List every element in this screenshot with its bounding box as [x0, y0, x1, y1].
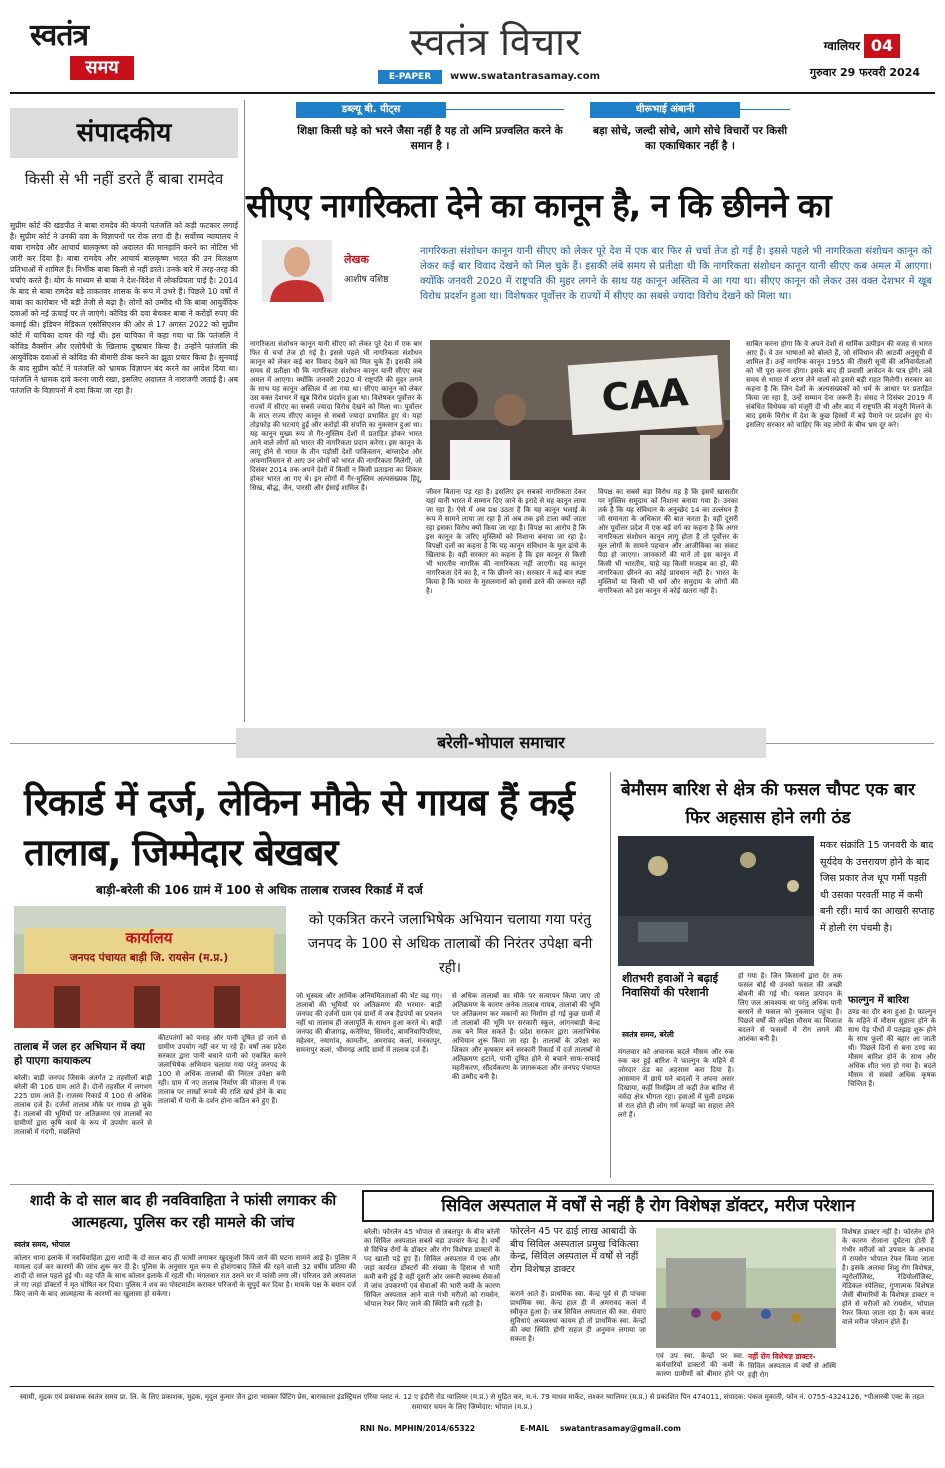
hospital-col-3: एवं उप स्वा. केन्द्रों पर स्वा. कर्मचारियों डाक्टरों की कमी के कारण ग्रामीणों को बीमार होने पर: [656, 1352, 744, 1378]
weather-col-b: हो गया है। जिन किसानों द्वारा देर तक फसल बोई थी उनको फसल की अच्छी बोवनी की गई थी। फसल उत्पादन के लिए जल आवश्यक था परंतु अधिक पानी बरसने से फसल को नुकसान पहुंचा है। पिछले वर्षों की अपेक्षा मौसम का मिजाज बदलने से फसलों में रोग लगने की आशंका बनी है।: [738, 972, 842, 1043]
ponds-deck-main: को एकत्रित करने जलाभिषेक अभियान चलाया गया परंतु जनपद के 100 से अधिक तालाबों की निरंतर उपेक्षा बनी रही।: [307, 912, 593, 976]
ponds-deck-top: बाड़ी-बरेली की 106 ग्रामं में 100 से अधिक तालाब राजस्व रिकार्ड में दर्ज: [96, 883, 423, 897]
author-photo: [262, 240, 332, 302]
hospital-col-2: कराने आते हैं। प्राथमिक स्वा. केन्द्र पूर्व से ही पांचवा प्राथमिक स्वा. केन्द्र हाल ही में अमरावद कलां में स्वीकृत हुआ है। जब सिविल अस्पताल की स्वा. सेवाएं सुविधाएं अव्यवस्था कायम हो तो प्राथमिक स्वा. केन्द्रों की क्या स्थिति होगी सहज ही अनुमान लगाया जा सकता है।: [510, 1290, 646, 1343]
weather-col-c: ठण्ड का दौर बना हुआ है। फाल्गुन के महिने में मौसम सुहाना होने के साथ पेड़ पौधों में पतझड़ शुरू होने के साथ फूलों की बहार आ जाती थी। पिछले दिनों से बना ठण्ड का मौसम बारिश होने के साथ और अधिक शीत भरा हो गया है। बदले मौसम से सबसे अधिक कृषक चिन्तित हैं।: [848, 1008, 936, 1088]
hospital-col-1: बरेली। फोरलेन 45 भोपाल से जबलपुर के बीच बरेली का सिविल अस्पताल सबसे बड़ा उपचार केन्द्र है। वर्षों से विभिन्न रोगों के डॉक्टर और रोग विशेषज्ञ डाक्टरों के पद खाली पड़े हुए हैं। सिविल अस्पताल में एक और जहां कार्यरत डॉक्टरों की संख्या के हिसाब से भारी कमी बनी हुई है वहीं दूसरी ओर जरूरी स्वास्थ्य सेवाओं में जांच उपकरणों एवं सेवाओं की भारी कमी के कारण सिविल अस्पताल आने वाले गंभी मरीजों को रायसेन, भोपाल रेफर किए जाने की स्थिति बनी रहती है।: [364, 1228, 500, 1308]
hospital-col-4: सिविल अस्पताल में वर्षों से अस्थि हड्डी रोग: [748, 1362, 836, 1378]
logo-top: स्वतंत्र: [30, 18, 89, 53]
suicide-dateline: स्वतंत्र समय, भोपाल: [14, 1240, 70, 1249]
caa-protest-photo: [430, 340, 730, 480]
epaper-badge: E-PAPER: [378, 70, 442, 84]
weather-side-text: मकर संक्रांति 15 जनवरी के बाद सूर्यदेव के उत्तरायण होने के बाद जिस प्रकार तेज धूप गर्मी पड़ती थी उसका परवर्ती माह में कमी बनी रही। मार्च का आखरी सप्ताह में होली रंग पंचमी है।: [820, 840, 935, 934]
quote-author-2: धीरूभाई अंबानी: [590, 102, 740, 118]
byline-label: लेखक: [344, 253, 369, 266]
caa-sign-text: CAA: [600, 370, 690, 420]
editorial-title: किसी से भी नहीं डरते हैं बाबा रामदेव: [24, 170, 224, 188]
weather-col-a: मंगलवार को अचानक बदले मौसम और रुक रुक कर हुई बारिश ने फाल्गुन के महिने में जोरदार ठंड का अहसास करा दिया है। आसमान में छाये घने बादलों ने अपना असर दिखाया, कहीं रिमझिम तो कहीं तेज बारिश से नर्मदा क्षेत्र भीगता रहा। हवाओं में घुली ठण्डक से रात होते ही लोग गर्म कपड़ों का सहारा लेने लगे हैं।: [618, 1048, 734, 1119]
ponds-headline: रिकार्ड में दर्ज, लेकिन मौके से गायब हैं कई तालाब, जिम्मेदार बेखबर: [24, 781, 574, 874]
editorial-column: [10, 108, 238, 720]
editorial-heading: संपादकीय: [10, 108, 238, 158]
hospital-photo: [656, 1228, 836, 1348]
masthead-rule: [10, 92, 935, 94]
lead-col-1: नागरिकता संशोधन कानून यानी सीएए को लेकर पूरे देश में एक बार फिर से चर्चा तेज हो गई है। इससे पहले भी नागरिकता संशोधन कानून को लेकर कई बार विवाद देखने को मिल चुके हैं। इसकी लंबे समय से प्रतीक्षा थी कि नागरिकता संशोधन कानून यानी सीएए कब अमल में आएगा। क्योंकि जनवरी 2020 में राष्ट्रपति की मुहर लगने के साथ यह कानून अस्तित्व में आ गया था। सीएए कानून को लेकर उस वक्त देशभर में खूब विरोध प्रदर्शन हुआ था। विशेषकर पूर्वोत्तर के राज्यों में सीएए का सबसे ज्यादा विरोध देखने को मिला था। पूर्वोत्तर के सात राज्य सीएए कानून से सबसे ज्यादा प्रभावित हुए थे। यहां तोड़फोड़ की घटनाएं हुईं और करोड़ों की संपत्ति का नुकसान हुआ था। यह कानून मुख्य रूप से गैर-मुस्लिम देशों में प्रताड़ित होकर भारत आने वाले लोगों को भारत की नागरिकता प्रदान करेगा। इस कानून के लागू होने से भारत के तीन पड़ोसी देशों पाकिस्तान, बांग्लादेश और अफगानिस्तान से आए उन लोगों को भारत की नागरिकता मिलेगी, जो दिसंबर 2014 तक अपने देशों में किसी न किसी प्रताड़ना का शिकार होकर भारत आ गए थे। इन लोगों में गैर-मुस्लिम अल्पसंख्यक हिंदू, सिख, बौद्ध, जैन, पारसी और ईसाई शामिल हैं।: [250, 340, 422, 492]
ponds-col-4: से अधिक तालाबों का मौके पर सत्यापन किया जाए तो अतिक्रमण के कारण अनेक तालाब गायब, तालाबों की भूमि पर अतिक्रमण कर मकानों का निर्माण हो गई कुछ ग्रामों में तो तालाबों की भूमि पर सरकारी स्कूल, आंगनबाड़ी केन्द्र तक बने मिल सकते हैं। प्रदेश सरकार द्वारा जलाभिषेक अभियान शुरू किया जा रहा है। तालाबों के उपेक्षा का शिकार और कृषकार बने सरकारी रिकार्ड में दर्ज तालाबों से अतिक्रमण हटाने, पानी दूषित होने से बचाने साफ-सफाई महरीकरण, सौंदर्यकरण के जागरूकता और जनपद पंचायत की उम्मीद बनी है।: [452, 992, 600, 1081]
ponds-col-2: कीटपतंगों को पनाह और पानी दूषित हो जाने से ग्रामीण उपयोग नहीं कर पा रहे हैं। वर्षों तक प्रदेश सरकार द्वारा पानी बचाने पानी को एकत्रित करने जलाभिषेक अभियान चलाया गया परंतु जनपद के 100 से अधिक तालाबों की निरंतर उपेक्षा बनी रही। ग्राम में नए तालाब निर्माण की योजना में एक तालाब पर लाखों रूपये की राशि खर्च होने के बाद तालाबों में पानी के दर्शन होना कठिन बने हुए हैं।: [158, 1034, 286, 1105]
quote-text-1: शिक्षा किसी घड़े को भरने जैसा नहीं है यह तो अग्नि प्रज्वलित करने के समान है ।: [297, 125, 563, 152]
section-band: बरेली-भोपाल समाचार: [236, 728, 766, 758]
suicide-headline: शादी के दो साल बाद ही नवविवाहिता ने फांसी लगाकर की आत्महत्या, पुलिस कर रही मामले की जांच: [29, 1193, 337, 1231]
ponds-col-1: बरेली। बाड़ी जनपद जिसके अंतर्गत 2 तहसीलों बाड़ी बरेली की 106 ग्राम आते हैं। दोनों तहसील में लगभग 225 ग्राम आते हैं। राजस्व रिकार्ड में 100 से अधिक तालाब दर्ज हैं। दर्जनों तालाब मौके पर गायब हो चुके हैं। तालाबों की भूमियों पर अतिक्रमण एवं तालाबों का ग्रामीणों द्वारा कृषि कार्य के रूप में उपयोग करने से तालाबों में गंदगी, मछलियों: [14, 1074, 152, 1136]
weather-headline: बेमौसम बारिश से क्षेत्र की फसल चौपट एक बार फिर अहसास होने लगी ठंड: [621, 780, 915, 828]
lead-headline: सीएए नागरिकता देने का कानून है, न कि छीनने का: [246, 186, 831, 225]
website[interactable]: www.swatantrasamay.com: [450, 71, 601, 82]
masthead: [0, 0, 945, 100]
footer-rni: RNI No. MPHIN/2014/65322: [360, 1424, 476, 1433]
lead-intro: नागरिकता संशोधन कानून यानी सीएए को लेकर पूरे देश में एक बार फिर से चर्चा तेज हो गई है। इससे पहले भी नागरिकता संशोधन कानून को लेकर कई बार विवाद देखने को मिल चुके हैं। इसकी लंबे समय से प्रतीक्षा थी कि नागरिकता संशोधन कानून यानी सीएए कब अमल में आएगा। क्योंकि जनवरी 2020 में राष्ट्रपति की मुहर लगने के साथ यह कानून अस्तित्व में आ गया था। सीएए कानून को लेकर उस वक्त देशभर में खूब विरोध प्रदर्शन हुआ था। विशेषकर पूर्वोत्तर के राज्यों में सीएए का सबसे ज्यादा विरोध देखने को मिला था।: [420, 246, 932, 302]
city: ग्वालियर: [823, 39, 860, 53]
office-sign-line-1: कार्यालय: [125, 929, 173, 947]
hospital-col-right: विशेषज्ञ डाक्टर नहीं है। फोरलेन होने के कारण रोजाना दुर्घटना होती हैं गंभीर मरीजों को उपचार के अभाव में रायसेन भोपाल रेफर किया जाता है। इसके अलावा शिशु रोग विशेषज्ञ, न्यूरोलॉजिस्ट, रेडियोलॉजिस्ट, मेडिकल स्पेलिस्ट, गुणात्मक विशेषज्ञ जैसी बीमारियों के विशेषज्ञ डाक्टर न होने से मरीजों को रायसेन, भोपाल रेफर किया जाता रहा है। कम बजट वाले मरीज परेशान होते हैं।: [842, 1228, 934, 1326]
hospital-pull-quote: फोरलेन 45 पर ढाई लाख आबादी के बीच सिविल अस्पताल प्रमुख चिकित्सा केन्द्र, सिविल अस्पताल में वर्षों से नहीं रोग विशेषज्ञ डाक्टर: [510, 1226, 639, 1275]
page-number: 04: [864, 34, 900, 58]
lead-col-2: जीवन बिताना पड़ रहा है। इसलिए इन सबको नागरिकता देकर यहां यानी भारत में सम्मान दिए जाने के इरादे से यह कानून लाया जा रहा है। ऐसे में अब प्रश्न उठता है कि यह कानून भलाई के रूप में सामने लाया जा रहा है तो अब तक इसे टाला क्यों जाता रहा इसका विरोध क्यों किया जा रहा है। विपक्ष का आरोप है कि इस कानून के जरिए मुस्लिमों को निशाना बनाया जा रहा है। विपक्षी दलों का कहना है कि यह कानून संविधान के मूल ढांचे के खिलाफ है। वहीं सरकार का कहना है कि इस कानून से किसी भी भारतीय नागरिक की नागरिकता नहीं जाएगी। यह कानून नागरिकता देने का है, न कि छीनने का। सरकार ने कई बार स्पष्ट किया है कि भारत के मुसलमानों को इससे डरने की जरूरत नहीं है।: [426, 488, 586, 595]
suicide-body: कोलार थाना इलाके में नवविवाहिता द्वारा शादी के दो साल बाद ही फांसी लगाकर खुदकुशी किये जाने की घटना सामने आई है। पुलिस ने मामला दर्ज कर कारणों की जांच शुरू कर दी है। पुलिस के अनुसार मूल रूप से होशंगाबाद जिले की रहने वाली 32 वर्षीय प्रतिमा की शादी दो साल पहले हुई थी। वह पति के साथ कोलार इलाके में रहती थी। मंगलवार रात उसने घर में फांसी लगा ली। परिजन उसे अस्पताल ले गए जहां डॉक्टरों ने मृत घोषित कर दिया। पुलिस ने शव का पोस्टमार्टम कराकर परिजनों के सुपुर्द कर दिया है। मायके पक्ष के बयान दर्ज किए जाने के बाद आत्महत्या के कारणों का खुलासा हो सकेगा।: [14, 1254, 356, 1298]
weather-dateline: स्वतंत्र समय, बरेली: [622, 1030, 674, 1039]
logo-bottom: समय: [85, 57, 119, 78]
office-sign-line-2: जनपद पंचायत बाड़ी जि. रायसेन (म.प्र.): [69, 952, 229, 964]
quote-box-1: [296, 100, 564, 164]
editorial-divider: [244, 100, 245, 722]
weather-subhead: फाल्गुन में बारिश: [848, 995, 909, 1006]
footer-email-label: E-MAIL: [520, 1424, 550, 1433]
quote-author-1: डब्ल्यू बी. यीट्स: [296, 102, 446, 118]
rain-photo: [618, 836, 814, 966]
byline-author: आशीष वशिष्ठ: [344, 275, 389, 285]
quote-text-2: बड़ा सोचे, जल्दी सोचे, आगे सोचे विचारों पर किसी का एकाधिकार नहीं है ।: [592, 125, 788, 152]
paper-title: स्वतंत्र विचार: [409, 20, 581, 64]
hospital-subhead: नहीं रोग विशेषज्ञ डाक्टर-: [748, 1352, 816, 1361]
ponds-col-3: जो भूस्वत्व और आर्थिक अनियमितताओं की भेंट चढ़ गए। तालाबों की भूमियों पर अतिक्रमण की भरमार- बाड़ी जनपद की दर्जनों ग्राम एवं ग्रामों में जब हैंडपंपों का प्रचलन नहीं था तालाब ही जलापूर्ति के साधन हुआ करते थे। बाड़ी जनपद की बीजागढ़, कनेरिया, सिमरोद, बामनियापिपरिया, महेश्वर, नयागांव, कामतौन, अमरावद कलां, मनकापुर, समनापुर कलां, भीमगढ़ आदि ग्रामों में तालाब दर्ज हैं।: [296, 992, 442, 1054]
lead-col-3: विपक्ष का सबसे बड़ा विरोध यह है कि इसमें खासतौर पर मुस्लिम समुदाय को निशाना बनाया गया है। उनका तर्क है कि यह संविधान के अनुच्छेद 14 का उल्लंघन है जो समानता के अधिकार की बात करता है। वहीं दूसरी ओर पूर्वोत्तर प्रदेश में एक बड़ें वर्ग का कहना है कि अगर नागरिकता संशोधन कानून लागू होता है तो पूर्वोत्तर के मूल लोगों के सामने पहचान और आजीविका का संकट पैदा हो जाएगा। जानकारों की मानें तो इस कानून में किसी भी भारतीय, चाहे वह किसी मजहब का हो, की नागरिकता छीनने का कोई प्रावधान नहीं है। भारत के मुस्लिमों या किसी भी धर्म और समुदाय के लोगों की नागरिकता को इस कानून से कोई खतरा नहीं है।: [598, 488, 738, 595]
hospital-headline-box: सिविल अस्पताल में वर्षों से नहीं है रोग विशेषज्ञ डॉक्टर, मरीज परेशान: [362, 1190, 934, 1222]
logo: [30, 18, 135, 82]
quote-box-2: [590, 100, 790, 164]
footer-imprint: स्वामी, मुद्रक एवं प्रकाशक स्वतंत्र समय प्रा. लि. के लिए प्रकाशक, मुद्रक, मृदुल कुमार जैन द्वारा भास्कर प्रिंटिंग प्रेस, बाराकात्ता इंडस्ट्रियल एरिया प्लाट नं. 12 ए इंदौरी रोड ग्वालियर (म.प्र.) से मुद्रित कर, म.नं. 79 माधव मार्केट, लश्कर ग्वालियर (म.प्र.) से प्रकाशित पिन 474011, संपादक: पंकज मुकाती, फोन नं. 0755-4324126, *पीआरबी एक्ट के तहत समाचार चयन के लिए जिम्मेदार: भोपाल (म.प्र.): [20, 1393, 924, 1411]
ponds-caption: तालाब में जल हर अभियान में क्या हो पाएगा कायाकल्प: [14, 1041, 145, 1067]
issue-date: गुरुवार 29 फरवरी 2024: [809, 66, 920, 79]
editorial-body: सुप्रीम कोर्ट की खंडपीठ ने बाबा रामदेव की कंपनी पतंजलि को कड़ी फटकार लगाई है। सुप्रीम कोर्ट ने उनकी दवा के विज्ञापनों पर रोक लगा दी है। सर्वोच्च न्यायालय ने बाबा रामदेव और आचार्य बालकृष्ण को अदालत की मानहानि करने का नोटिस भी जारी कर दिया है। बाबा रामदेव और आचार्य बालकृष्ण भारत की उन विलक्षण प्रतिभाओं में शामिल हैं। निर्भीक बाबा किसी से नहीं डरते। उनके बारे में तरह-तरह की चर्चाएं करते हैं। योग के माध्यम से बाबा ने देश-विदेश में लोकप्रियता पाई है। 2014 के बाद से बाबा रामदेव बड़े ताकतवर शासक के रूप में उभरे हैं। पिछले 10 वर्षों में बाबा का कारोबार भी बड़ी तेजी से बढ़ा है। लोगों को उम्मीद थी कि बाबा आयुर्वेदिक दवाओं को नई ऊंचाई पर ले जाएंगे। कोविड की दवा बेचकर बाबा ने करोड़ों रुपए की कमाई की। इंडियन मेडिकल एसोसिएशन की ओर से 17 अगस्त 2022 को सुप्रीम कोर्ट में याचिका दायर की गई थी। इस याचिका में कहा गया था कि पतंजलि ने कोविड वैक्सीन और एलोपैथी के खिलाफ दुष्प्रचार किया है। उन्होंने पतंजलि की आयुर्वेदिक दवाओं से कोविड की बीमारी ठीक करने का झूठा प्रचार किया है। सुनवाई के बाद सुप्रीम कोर्ट ने पतंजलि को भ्रामक विज्ञापन बंद करने का आदेश दिया था। पतंजलि ने भ्रामक दावे करना जारी रखा, इसलिए अदालत ने नाराजगी जताई है। अब पतंजलि के विज्ञापनों में दवा किया जा रहा है।: [10, 221, 238, 395]
lead-col-4: साबित करना होगा कि वे अपने देशों से धार्मिक उत्पीड़न की वजह से भारत आए हैं। वे उन भाषाओं को बोलते हैं, जो संविधान की आठवीं अनुसूची में शामिल हैं। उन्हें नागरिक कानून 1955 की तीसरी सूची की अनिवार्यताओं को भी पूरा करना होगा। इसके बाद ही प्रवासी आवेदन के पात्र होंगे। लंबे समय से भारत में शरण लेने वालों को इससे बड़ी राहत मिलेगी। सरकार का कहना है कि जिन देशों के अल्पसंख्यकों को धर्म के आधार पर प्रताड़ित किया जा रहा है, उन्हें सम्मान देना जरूरी है। संसद ने दिसंबर 2019 में संबंधित विधेयक को मंजूरी दी थी और बाद में राष्ट्रपति की मंजूरी मिलने के बाद इसके विरोध में देश के कुछ हिस्सों में बड़े पैमाने पर प्रदर्शन हुए थे। इसलिए सरकार को चाहिए कि वह लोगों के बीच भ्रम दूर करे।: [746, 340, 932, 429]
footer-email[interactable]: swatantrasamay@gmail.com: [560, 1424, 681, 1433]
weather-pull-quote: शीतभरी हवाओं ने बढ़ाई निवासियों की परेशानी: [622, 972, 719, 999]
panchayat-office-photo: [14, 906, 286, 1028]
